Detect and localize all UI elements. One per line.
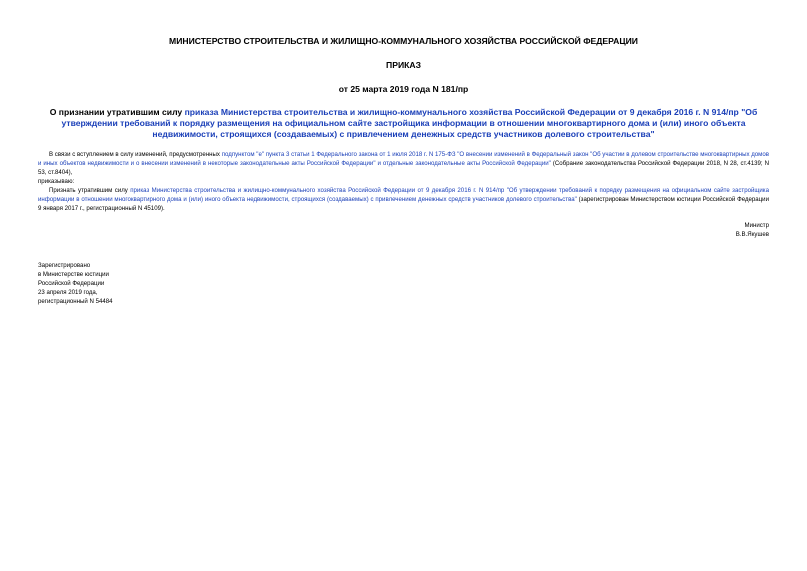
paragraph-basis-text-b: (Собрание законодательства Российской Федерации 2018, N 28, ст.4139; N 53, ст.8404), — [38, 160, 770, 176]
registration-line-4: 23 апреля 2019 года, — [38, 289, 98, 296]
registration-line-5: регистрационный N 54484 — [38, 298, 113, 305]
signature-position: Министр — [744, 222, 769, 229]
order-word: приказываю: — [38, 178, 75, 185]
paragraph-basis — [38, 150, 769, 177]
signature-name: В.В.Якушев — [735, 231, 769, 238]
signature-block — [38, 221, 769, 239]
doc-type: ПРИКАЗ — [386, 60, 421, 70]
paragraph-order-text-a: Признать утратившим силу — [49, 187, 131, 194]
title-prefix: О признании утратившим силу — [49, 107, 185, 117]
registration-line-3: Российской Федерации — [38, 280, 105, 287]
doc-body — [38, 150, 769, 213]
registration-line-1: Зарегистрировано — [38, 262, 91, 269]
revoked-order-link[interactable]: приказ Министерства строительства и жилищно-коммунального хозяйства Российской Федерации от 9 декабря 2016 г. N 914/пр "Об утверждении требований к порядку размещения на официальном сайте застройщика информации в отношении многоквартирного дома и (или) иного объекта недвижимости, строящихся (создаваемых) с привлечением денежных средств участников долевого строительства" — [38, 187, 769, 203]
doc-title — [38, 107, 769, 140]
registration-block — [38, 261, 769, 306]
title-link[interactable]: приказа Министерства строительства и жилищно-коммунального хозяйства Российской Федерации от 9 декабря 2016 г. N 914/пр "Об утверждении требований к порядку размещения на официальном сайте застройщика информации в отношении многоквартирного дома и (или) иного объекта недвижимости, строящихся (создаваемых) с привлечением денежных средств участников долевого строительства" — [61, 107, 758, 139]
doc-date-number: от 25 марта 2019 года N 181/пр — [338, 84, 469, 94]
paragraph-basis-text-a: В связи с вступлением в силу изменений, предусмотренных — [49, 151, 222, 158]
paragraph-order — [38, 186, 769, 213]
paragraph-order-text-b: (зарегистрирован Министерством юстиции Российской Федерации 9 января 2017 г., регистрационный N 45109). — [38, 196, 769, 212]
registration-line-2: в Министерстве юстиции — [38, 271, 109, 278]
ministry-header: МИНИСТЕРСТВО СТРОИТЕЛЬСТВА И ЖИЛИЩНО-КОММУНАЛЬНОГО ХОЗЯЙСТВА РОССИЙСКОЙ ФЕДЕРАЦИИ — [169, 36, 638, 46]
federal-law-link[interactable]: подпунктом "е" пункта 3 статьи 1 Федерального закона от 1 июля 2018 г. N 175-ФЗ "О внесении изменений в Федеральный закон "Об участии в долевом строительстве многоквартирных домов и иных объектов недвижимости и о внесении изменений в некоторые законодательные акты Российской Федерации" и отдельные законодательные акты Российской Федерации" — [38, 151, 769, 167]
